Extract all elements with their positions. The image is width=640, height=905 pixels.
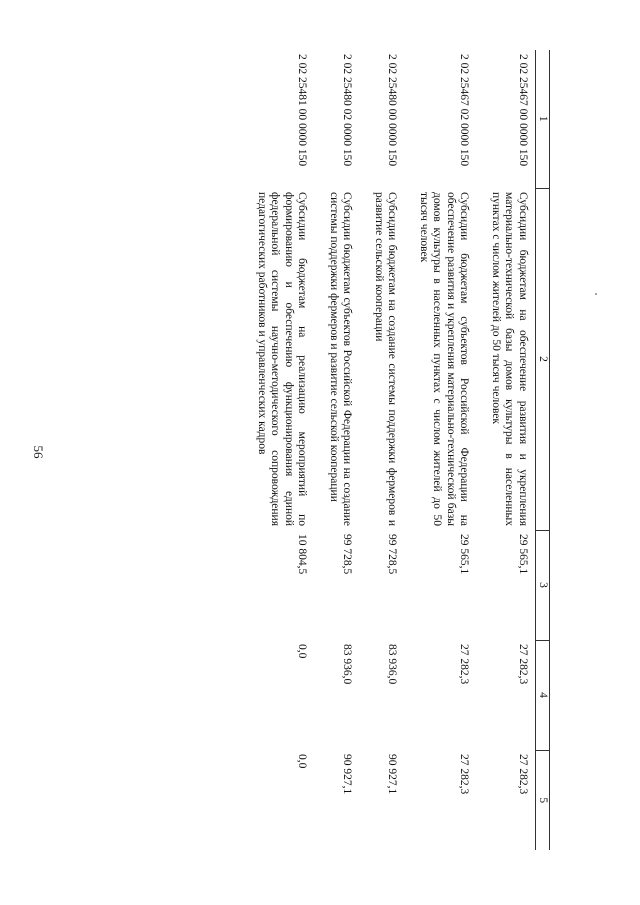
page-number: 56 — [31, 445, 46, 459]
amount-col4: 83 936,0 — [386, 644, 399, 685]
budget-code: 2 02 25467 02 0000 150 — [458, 54, 471, 167]
budget-code: 2 02 25467 00 0000 150 — [517, 54, 529, 167]
amount-col3: 29 565,1 — [458, 534, 471, 575]
revenue-name: Субсидии бюджетам на создание системы поддержки фермеров и развитие сельской кооперации — [373, 192, 399, 526]
column-header: 1 — [536, 50, 551, 188]
scan-speck — [595, 293, 597, 295]
table-header-row — [536, 50, 551, 850]
table-row — [405, 50, 477, 850]
amount-col3: 99 728,5 — [386, 534, 399, 575]
amount-col3: 10 804,5 — [296, 534, 309, 575]
table-row — [315, 50, 360, 850]
rotated-table-container — [90, 50, 550, 850]
amount-col3: 99 728,5 — [341, 534, 354, 575]
column-header: 4 — [536, 640, 551, 750]
table-row — [243, 50, 315, 850]
column-header: 3 — [536, 530, 551, 640]
column-header: 2 — [536, 188, 551, 530]
amount-col5: 90 927,1 — [341, 754, 354, 795]
revenue-name: Субсидии бюджетам на обеспечение развития и укрепления материально-технической базы домов культуры в населенных пунктах с числом жителей до 50 тысяч человек — [490, 192, 529, 526]
amount-col5: 0,0 — [296, 754, 309, 769]
amount-col4: 27 282,3 — [517, 644, 529, 685]
table-row — [360, 50, 405, 850]
revenue-name: Субсидии бюджетам субъектов Российской Федерации на обеспечение развития и укрепления материально-технической базы домов культуры в населенных пунктах с числом жителей до 50 тысяч человек — [418, 192, 471, 526]
amount-col5: 27 282,3 — [517, 754, 529, 795]
revenue-name: Субсидии бюджетам субъектов Российской Федерации на создание системы поддержки фермеров и развитие сельской кооперации — [328, 192, 354, 526]
amount-col4: 0,0 — [296, 644, 309, 659]
amount-col5: 27 282,3 — [458, 754, 471, 795]
budget-code: 2 02 25481 00 0000 150 — [296, 54, 309, 167]
amount-col3: 29 565,1 — [517, 534, 529, 575]
budget-table — [243, 50, 551, 850]
table-top-rule — [549, 50, 550, 850]
amount-col5: 90 927,1 — [386, 754, 399, 795]
revenue-name: Субсидии бюджетам на реализацию мероприятий по формированию и обеспечению функционирования единой федеральной системы научно-методического сопровождения педагогических работников и управленческих кадров — [256, 192, 309, 526]
amount-col4: 83 936,0 — [341, 644, 354, 685]
amount-col4: 27 282,3 — [458, 644, 471, 685]
table-row — [477, 50, 536, 850]
budget-code: 2 02 25480 00 0000 150 — [386, 54, 399, 167]
budget-code: 2 02 25480 02 0000 150 — [341, 54, 354, 167]
column-header: 5 — [536, 750, 551, 850]
